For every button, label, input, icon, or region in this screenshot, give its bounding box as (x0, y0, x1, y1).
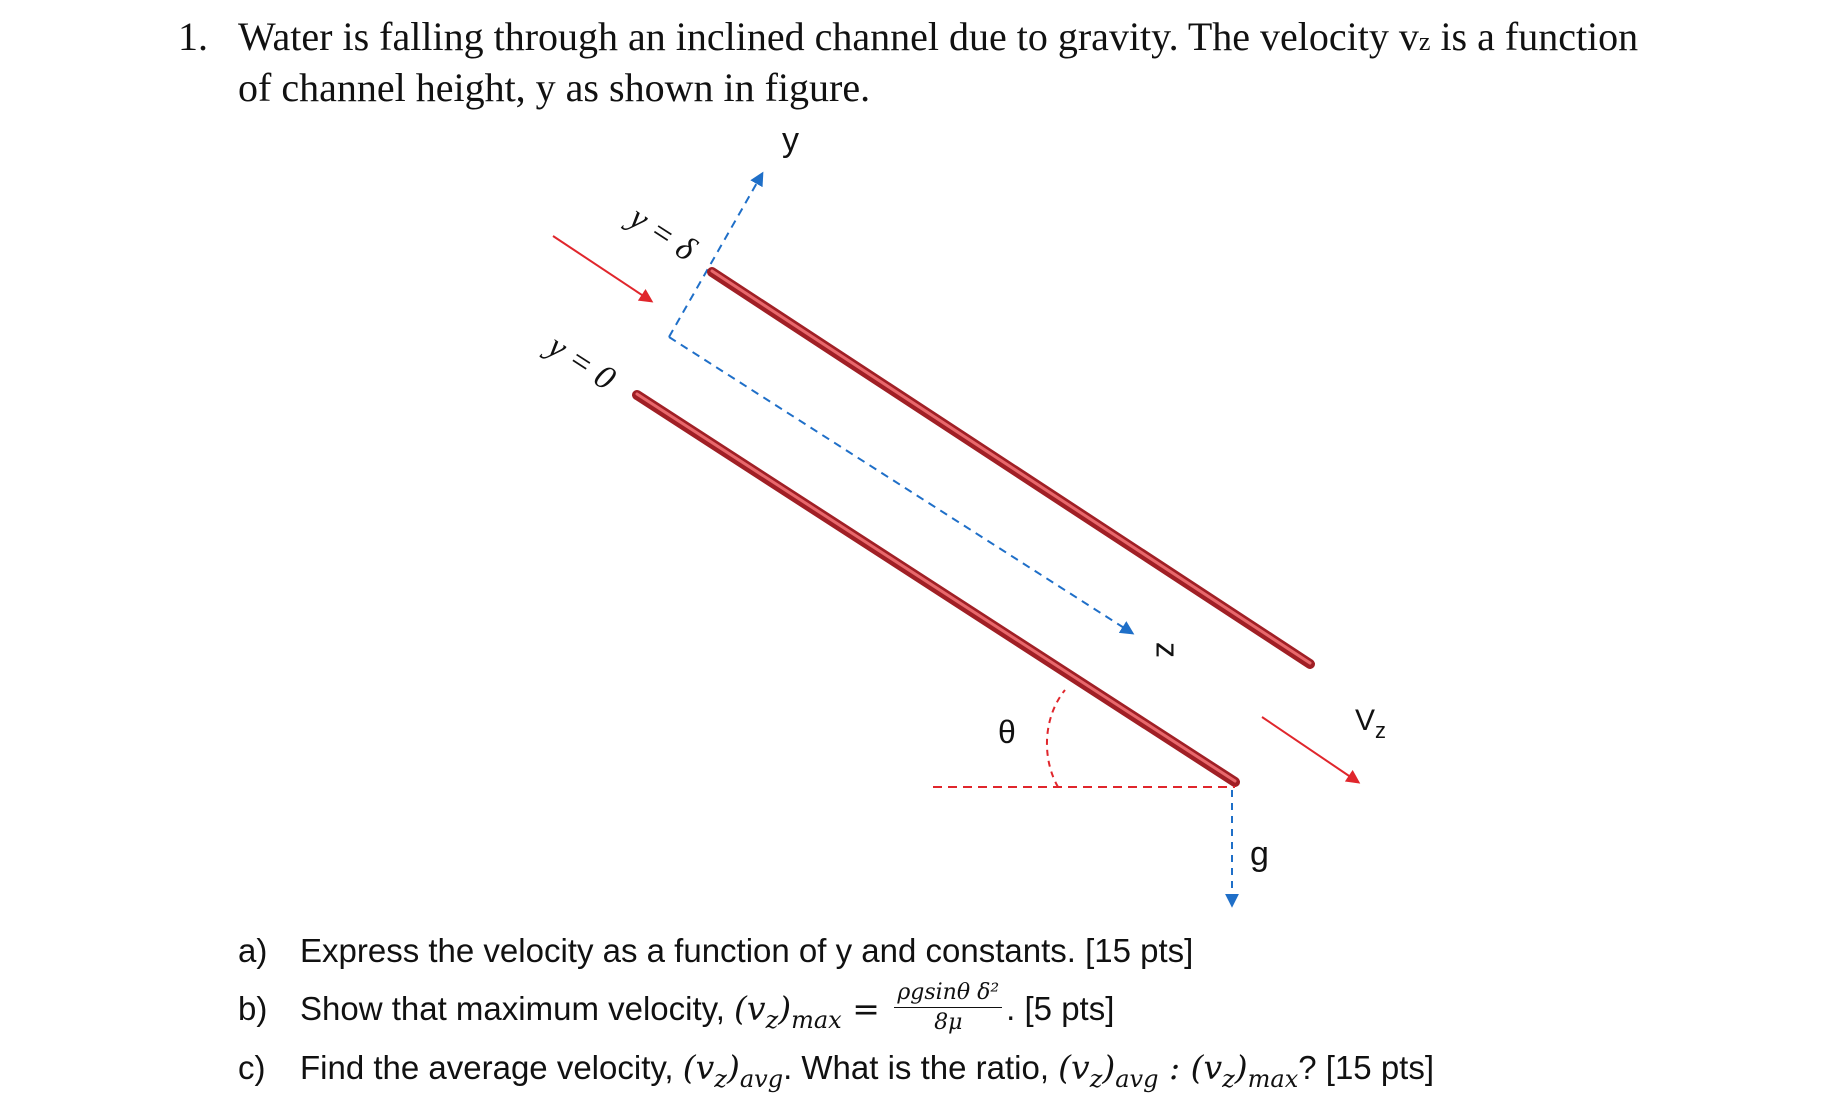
part-b-vz-open: (v (734, 989, 766, 1029)
gravity-label: g (1250, 835, 1269, 873)
problem-line-1-subscript: z (1418, 27, 1431, 56)
y-axis-label: y (782, 121, 799, 159)
inflow-arrow (553, 236, 651, 301)
part-b (238, 980, 1115, 1039)
z-axis-label: z (1149, 642, 1186, 658)
angle-label: θ (998, 714, 1016, 750)
part-b-max-sub: max (791, 1006, 842, 1035)
part-c-colon: : (1158, 1048, 1191, 1087)
vmax-fraction-denominator: 8μ (934, 1010, 963, 1035)
part-b-vz-sub: z (765, 1006, 779, 1035)
part-c-text-post: ? [15 pts] (1298, 1049, 1435, 1086)
part-c-v2-avg: avg (1115, 1065, 1159, 1093)
part-c (238, 1048, 1435, 1093)
vmax-fraction-numerator: ρgsinθ δ² (894, 980, 1002, 1008)
vmax-fraction (894, 980, 1002, 1035)
velocity-label-main: V (1355, 704, 1376, 737)
bottom-wall-label: y = 0 (541, 327, 622, 398)
part-c-v1-avg: avg (739, 1065, 784, 1093)
part-b-equals: = (841, 989, 891, 1029)
velocity-arrow (1262, 717, 1358, 782)
part-c-mid: . What is the ratio, (783, 1049, 1059, 1086)
problem-line-1-pre: Water is falling through an inclined channel due to gravity. The velocity v (238, 14, 1419, 59)
part-a-letter: a) (238, 932, 268, 969)
part-c-v1-close: ) (726, 1048, 740, 1087)
part-c-v2-open: (v (1058, 1048, 1090, 1087)
part-a-text: Express the velocity as a function of y and constants. [15 pts] (300, 932, 1194, 969)
angle-arc (1047, 690, 1065, 787)
part-c-text-pre: Find the average velocity, (300, 1049, 683, 1086)
part-c-v1-sub: z (714, 1065, 727, 1093)
part-b-vz-close: ) (778, 989, 792, 1029)
part-c-letter: c) (238, 1049, 266, 1086)
problem-number: 1. (178, 14, 208, 59)
bottom-wall-highlight (637, 394, 1235, 781)
part-c-v3-open: (v (1190, 1048, 1223, 1087)
part-c-v2-sub: z (1089, 1065, 1103, 1093)
part-a (238, 932, 1193, 970)
problem-line-2: of channel height, y as shown in figure. (238, 65, 871, 110)
top-wall-highlight (712, 271, 1310, 663)
velocity-label-subscript: z (1375, 718, 1387, 743)
problem-line-1-post: is a function (1430, 14, 1639, 59)
velocity-label (1355, 704, 1386, 743)
part-b-text-pre: Show that maximum velocity, (300, 990, 735, 1028)
part-c-v2-close: ) (1102, 1048, 1116, 1087)
top-wall-label: y = δ (622, 198, 703, 269)
part-c-v1-open: (v (682, 1048, 715, 1087)
part-b-text-post: . [5 pts] (1006, 990, 1115, 1028)
z-axis-line (669, 337, 1132, 633)
part-c-v3-max: max (1247, 1065, 1299, 1093)
part-b-letter: b) (238, 990, 268, 1028)
part-c-v3-close: ) (1234, 1048, 1248, 1087)
part-c-v3-sub: z (1222, 1065, 1235, 1093)
